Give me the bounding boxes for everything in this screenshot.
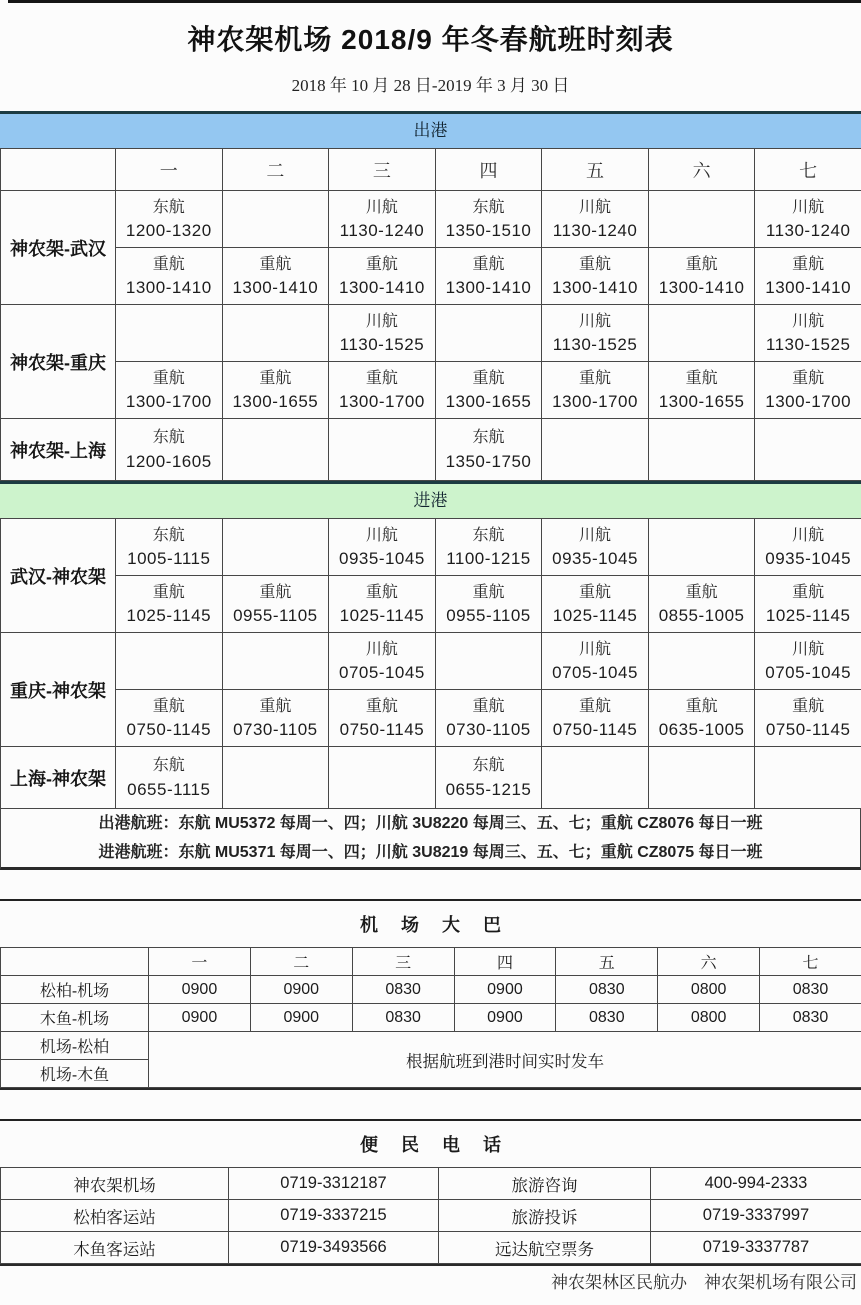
schedule-row bbox=[1, 519, 861, 576]
flight-cell bbox=[755, 690, 861, 747]
airline-name: 东航 bbox=[152, 429, 185, 447]
bus-time-cell: 0800 bbox=[658, 976, 760, 1004]
footer-credit: 神农架林区民航办 神农架机场有限公司 bbox=[551, 1273, 857, 1292]
airline-name: 重航 bbox=[685, 255, 718, 273]
flight-cell bbox=[329, 248, 436, 305]
flight-cell bbox=[542, 305, 649, 362]
photo-edge-line bbox=[8, 0, 861, 3]
flight-cell bbox=[755, 576, 861, 633]
flight-cell bbox=[542, 419, 649, 481]
route-label: 上海-神农架 bbox=[1, 747, 116, 809]
airline-name: 东航 bbox=[472, 526, 505, 544]
flight-time: 1350-1510 bbox=[445, 221, 532, 241]
flight-time: 1130-1240 bbox=[765, 221, 851, 241]
flight-time: 0705-1045 bbox=[765, 663, 852, 683]
phone-label: 神农架机场 bbox=[1, 1168, 229, 1200]
flight-time: 0955-1105 bbox=[446, 606, 531, 626]
flight-cell bbox=[542, 576, 649, 633]
flight-cell bbox=[222, 191, 329, 248]
airline-name: 重航 bbox=[685, 369, 718, 387]
airline-name: 重航 bbox=[152, 369, 185, 387]
flight-time: 1300-1655 bbox=[232, 392, 319, 412]
schedule-row bbox=[1, 362, 861, 419]
phone-label: 木鱼客运站 bbox=[1, 1232, 229, 1264]
flight-cell bbox=[435, 690, 542, 747]
flight-time: 1130-1525 bbox=[552, 335, 638, 355]
airline-name: 重航 bbox=[472, 697, 505, 715]
flight-time: 0855-1005 bbox=[658, 606, 745, 626]
flight-cell bbox=[222, 362, 329, 419]
flight-time: 1025-1145 bbox=[765, 606, 851, 626]
airline-name: 重航 bbox=[792, 369, 825, 387]
flight-cell bbox=[648, 305, 755, 362]
airline-name: 川航 bbox=[792, 526, 825, 544]
flight-time: 0935-1045 bbox=[552, 549, 638, 569]
flight-cell bbox=[435, 305, 542, 362]
weekday-header: 三 bbox=[352, 948, 454, 976]
bus-time-cell: 0830 bbox=[760, 976, 861, 1004]
bus-merged-row bbox=[1, 1032, 861, 1060]
flight-cell bbox=[435, 362, 542, 419]
flight-cell bbox=[755, 305, 861, 362]
airline-name: 重航 bbox=[579, 697, 612, 715]
bus-time-cell: 0830 bbox=[556, 1004, 658, 1032]
flight-time: 0750-1145 bbox=[552, 720, 638, 740]
bus-route-label: 松柏-机场 bbox=[1, 976, 149, 1004]
flight-cell bbox=[116, 576, 223, 633]
airline-name: 川航 bbox=[365, 198, 398, 216]
weekday-header: 一 bbox=[116, 149, 223, 191]
weekday-header: 六 bbox=[648, 149, 755, 191]
phone-row bbox=[1, 1168, 861, 1200]
airline-name: 重航 bbox=[152, 697, 185, 715]
arrivals-schedule-table bbox=[0, 518, 861, 809]
airline-name: 重航 bbox=[152, 583, 185, 601]
date-range: 2018 年 10 月 28 日-2019 年 3 月 30 日 bbox=[291, 76, 570, 95]
flight-cell bbox=[222, 419, 329, 481]
bus-time-cell: 0900 bbox=[454, 1004, 556, 1032]
flight-cell bbox=[648, 248, 755, 305]
airline-name: 重航 bbox=[365, 583, 398, 601]
flight-cell bbox=[329, 362, 436, 419]
departures-schedule-table bbox=[0, 148, 861, 481]
flight-cell bbox=[222, 747, 329, 809]
flight-cell bbox=[222, 248, 329, 305]
bus-merged-note: 根据航班到港时间实时发车 bbox=[149, 1032, 861, 1088]
bus-time-cell: 0900 bbox=[149, 1004, 251, 1032]
flight-cell bbox=[542, 191, 649, 248]
phone-number: 0719-3312187 bbox=[229, 1168, 439, 1200]
flight-notes bbox=[0, 809, 861, 870]
flight-time: 0655-1215 bbox=[445, 779, 532, 799]
airline-name: 重航 bbox=[472, 255, 505, 273]
airline-name: 重航 bbox=[259, 697, 292, 715]
airline-name: 重航 bbox=[579, 255, 612, 273]
flight-cell bbox=[222, 633, 329, 690]
airline-name: 重航 bbox=[259, 369, 292, 387]
airline-name: 重航 bbox=[365, 369, 398, 387]
arrivals-banner: 进港 bbox=[0, 481, 861, 518]
flight-cell bbox=[648, 419, 755, 481]
phone-number: 0719-3493566 bbox=[229, 1232, 439, 1264]
flight-time: 1300-1410 bbox=[765, 278, 852, 298]
flight-cell bbox=[116, 305, 223, 362]
airline-name: 川航 bbox=[579, 640, 612, 658]
schedule-row bbox=[1, 747, 861, 809]
flight-time: 1025-1145 bbox=[126, 606, 212, 626]
flight-time: 1300-1410 bbox=[232, 278, 319, 298]
page-title: 神农架机场 2018/9 年冬春航班时刻表 bbox=[187, 24, 674, 55]
flight-time: 0750-1145 bbox=[339, 720, 425, 740]
flight-cell bbox=[648, 690, 755, 747]
phone-row bbox=[1, 1232, 861, 1264]
flight-time: 1300-1410 bbox=[339, 278, 425, 298]
airline-name: 东航 bbox=[472, 429, 505, 447]
route-label: 武汉-神农架 bbox=[1, 519, 116, 633]
flight-cell bbox=[329, 519, 436, 576]
flight-time: 1130-1240 bbox=[552, 221, 638, 241]
flight-cell bbox=[116, 191, 223, 248]
schedule-row bbox=[1, 419, 861, 481]
flight-time: 1130-1240 bbox=[339, 221, 425, 241]
flight-time: 1300-1700 bbox=[765, 392, 852, 412]
flight-time: 1300-1700 bbox=[339, 392, 425, 412]
airline-name: 重航 bbox=[792, 583, 825, 601]
flight-cell bbox=[435, 519, 542, 576]
airline-name: 东航 bbox=[152, 757, 185, 775]
flight-cell bbox=[116, 519, 223, 576]
phone-title: 便 民 电 话 bbox=[359, 1135, 510, 1155]
flight-cell bbox=[648, 362, 755, 419]
flight-cell bbox=[755, 248, 861, 305]
flight-cell bbox=[435, 419, 542, 481]
bus-time-row bbox=[1, 1004, 861, 1032]
flight-cell bbox=[542, 690, 649, 747]
airline-name: 川航 bbox=[579, 198, 612, 216]
flight-time: 1300-1410 bbox=[658, 278, 745, 298]
bus-weekday-header-row bbox=[1, 948, 861, 976]
flight-time: 1300-1655 bbox=[658, 392, 745, 412]
phone-number: 0719-3337997 bbox=[651, 1200, 861, 1232]
flight-cell bbox=[755, 633, 861, 690]
flight-time: 1300-1410 bbox=[125, 278, 212, 298]
weekday-header: 五 bbox=[542, 149, 649, 191]
flight-time: 1300-1655 bbox=[445, 392, 532, 412]
flight-time: 1350-1750 bbox=[445, 451, 532, 471]
flight-time: 1130-1525 bbox=[339, 335, 425, 355]
flight-cell bbox=[435, 191, 542, 248]
flight-cell bbox=[542, 747, 649, 809]
flight-cell bbox=[116, 747, 223, 809]
flight-time: 1005-1115 bbox=[127, 549, 211, 569]
flight-cell bbox=[755, 519, 861, 576]
phone-row bbox=[1, 1200, 861, 1232]
flight-cell bbox=[755, 362, 861, 419]
flight-cell bbox=[648, 576, 755, 633]
weekday-header-row bbox=[1, 149, 861, 191]
weekday-header: 七 bbox=[760, 948, 861, 976]
phone-section bbox=[0, 1119, 861, 1266]
flight-cell bbox=[222, 576, 329, 633]
bus-time-cell: 0830 bbox=[556, 976, 658, 1004]
phone-number: 0719-3337787 bbox=[651, 1232, 861, 1264]
flight-time: 0935-1045 bbox=[339, 549, 425, 569]
flight-time: 0955-1105 bbox=[233, 606, 318, 626]
flight-cell bbox=[222, 690, 329, 747]
bus-time-cell: 0900 bbox=[250, 976, 352, 1004]
flight-time: 0730-1105 bbox=[233, 720, 318, 740]
airline-name: 东航 bbox=[472, 757, 505, 775]
airline-name: 重航 bbox=[259, 255, 292, 273]
airline-name: 东航 bbox=[152, 198, 185, 216]
airline-name: 川航 bbox=[365, 526, 398, 544]
airline-name: 重航 bbox=[472, 583, 505, 601]
airline-name: 重航 bbox=[365, 697, 398, 715]
airline-name: 重航 bbox=[579, 583, 612, 601]
flight-cell bbox=[329, 747, 436, 809]
flight-cell bbox=[329, 191, 436, 248]
flight-time: 0730-1105 bbox=[446, 720, 531, 740]
corner-cell bbox=[1, 149, 116, 191]
flight-cell bbox=[116, 633, 223, 690]
flight-cell bbox=[116, 362, 223, 419]
flight-time: 0635-1005 bbox=[658, 720, 745, 740]
flight-cell bbox=[542, 633, 649, 690]
weekday-header: 三 bbox=[329, 149, 436, 191]
airline-name: 重航 bbox=[792, 255, 825, 273]
weekday-header: 四 bbox=[454, 948, 556, 976]
flight-cell bbox=[329, 690, 436, 747]
bus-time-cell: 0900 bbox=[250, 1004, 352, 1032]
bus-route-label: 木鱼-机场 bbox=[1, 1004, 149, 1032]
weekday-header: 二 bbox=[250, 948, 352, 976]
flight-cell bbox=[542, 519, 649, 576]
airline-name: 重航 bbox=[685, 583, 718, 601]
departures-banner: 出港 bbox=[0, 111, 861, 148]
flight-time: 0750-1145 bbox=[126, 720, 212, 740]
schedule-row bbox=[1, 191, 861, 248]
flight-cell bbox=[329, 419, 436, 481]
flight-time: 1300-1410 bbox=[552, 278, 638, 298]
bus-time-cell: 0800 bbox=[658, 1004, 760, 1032]
bus-time-cell: 0830 bbox=[352, 1004, 454, 1032]
flight-cell bbox=[435, 747, 542, 809]
bus-time-cell: 0830 bbox=[760, 1004, 861, 1032]
airline-name: 川航 bbox=[792, 640, 825, 658]
phone-label: 松柏客运站 bbox=[1, 1200, 229, 1232]
flight-cell bbox=[116, 248, 223, 305]
flight-time: 0705-1045 bbox=[552, 663, 638, 683]
flight-cell bbox=[222, 305, 329, 362]
route-label: 重庆-神农架 bbox=[1, 633, 116, 747]
flight-time: 0935-1045 bbox=[765, 549, 852, 569]
flight-cell bbox=[542, 362, 649, 419]
flight-time: 0655-1115 bbox=[127, 779, 211, 799]
phone-label: 旅游投诉 bbox=[439, 1200, 651, 1232]
flight-cell bbox=[648, 633, 755, 690]
flight-cell bbox=[116, 419, 223, 481]
airline-name: 川航 bbox=[365, 640, 398, 658]
airline-name: 重航 bbox=[259, 583, 292, 601]
phone-table bbox=[0, 1167, 861, 1264]
flight-cell bbox=[755, 747, 861, 809]
airport-bus-table bbox=[0, 947, 861, 1088]
bus-time-row bbox=[1, 976, 861, 1004]
bus-time-cell: 0830 bbox=[352, 976, 454, 1004]
schedule-row bbox=[1, 633, 861, 690]
flight-time: 1100-1215 bbox=[446, 549, 531, 569]
route-label: 神农架-重庆 bbox=[1, 305, 116, 419]
flight-cell bbox=[648, 747, 755, 809]
airline-name: 川航 bbox=[792, 312, 825, 330]
flight-cell bbox=[648, 519, 755, 576]
airport-bus-section bbox=[0, 899, 861, 1090]
flight-cell bbox=[755, 419, 861, 481]
flight-time: 1025-1145 bbox=[339, 606, 425, 626]
flight-time: 1300-1700 bbox=[552, 392, 638, 412]
airline-name: 东航 bbox=[472, 198, 505, 216]
airline-name: 川航 bbox=[365, 312, 398, 330]
flight-time: 1300-1410 bbox=[445, 278, 532, 298]
departure-flights-note: 出港航班：东航 MU5372 每周一、四；川航 3U8220 每周三、五、七；重航 CZ8076 每日一班 bbox=[98, 815, 763, 832]
schedule-row bbox=[1, 576, 861, 633]
schedule-row bbox=[1, 248, 861, 305]
phone-label: 旅游咨询 bbox=[439, 1168, 651, 1200]
route-label: 神农架-上海 bbox=[1, 419, 116, 481]
flight-cell bbox=[222, 519, 329, 576]
flight-cell bbox=[329, 305, 436, 362]
flight-cell bbox=[329, 633, 436, 690]
weekday-header: 一 bbox=[149, 948, 251, 976]
airline-name: 川航 bbox=[579, 312, 612, 330]
flight-time: 1130-1525 bbox=[765, 335, 851, 355]
flight-time: 1300-1700 bbox=[125, 392, 212, 412]
airline-name: 重航 bbox=[152, 255, 185, 273]
flight-time: 1200-1320 bbox=[125, 221, 212, 241]
flight-cell bbox=[435, 633, 542, 690]
weekday-header: 七 bbox=[755, 149, 861, 191]
flight-time: 0705-1045 bbox=[339, 663, 425, 683]
weekday-header: 五 bbox=[556, 948, 658, 976]
airline-name: 川航 bbox=[579, 526, 612, 544]
flight-cell bbox=[435, 248, 542, 305]
flight-time: 1025-1145 bbox=[552, 606, 638, 626]
airline-name: 重航 bbox=[792, 697, 825, 715]
bus-time-cell: 0900 bbox=[454, 976, 556, 1004]
bus-route-label: 机场-木鱼 bbox=[1, 1060, 149, 1088]
bus-route-label: 机场-松柏 bbox=[1, 1032, 149, 1060]
airline-name: 重航 bbox=[365, 255, 398, 273]
schedule-row bbox=[1, 690, 861, 747]
route-label: 神农架-武汉 bbox=[1, 191, 116, 305]
flight-time: 1200-1605 bbox=[125, 451, 212, 471]
arrival-flights-note: 进港航班：东航 MU5371 每周一、四；川航 3U8219 每周三、五、七；重航 CZ8075 每日一班 bbox=[98, 844, 763, 861]
airline-name: 重航 bbox=[579, 369, 612, 387]
airport-bus-title: 机 场 大 巴 bbox=[359, 915, 510, 935]
phone-label: 远达航空票务 bbox=[439, 1232, 651, 1264]
flight-cell bbox=[542, 248, 649, 305]
airline-name: 东航 bbox=[152, 526, 185, 544]
flight-cell bbox=[435, 576, 542, 633]
bus-time-cell: 0900 bbox=[149, 976, 251, 1004]
weekday-header: 六 bbox=[658, 948, 760, 976]
airline-name: 重航 bbox=[685, 697, 718, 715]
airline-name: 川航 bbox=[792, 198, 825, 216]
phone-number: 400-994-2333 bbox=[651, 1168, 861, 1200]
flight-cell bbox=[116, 690, 223, 747]
phone-number: 0719-3337215 bbox=[229, 1200, 439, 1232]
flight-time: 0750-1145 bbox=[765, 720, 851, 740]
flight-cell bbox=[755, 191, 861, 248]
corner-cell bbox=[1, 948, 149, 976]
schedule-row bbox=[1, 305, 861, 362]
flight-cell bbox=[648, 191, 755, 248]
airline-name: 重航 bbox=[472, 369, 505, 387]
flight-cell bbox=[329, 576, 436, 633]
weekday-header: 二 bbox=[222, 149, 329, 191]
weekday-header: 四 bbox=[435, 149, 542, 191]
